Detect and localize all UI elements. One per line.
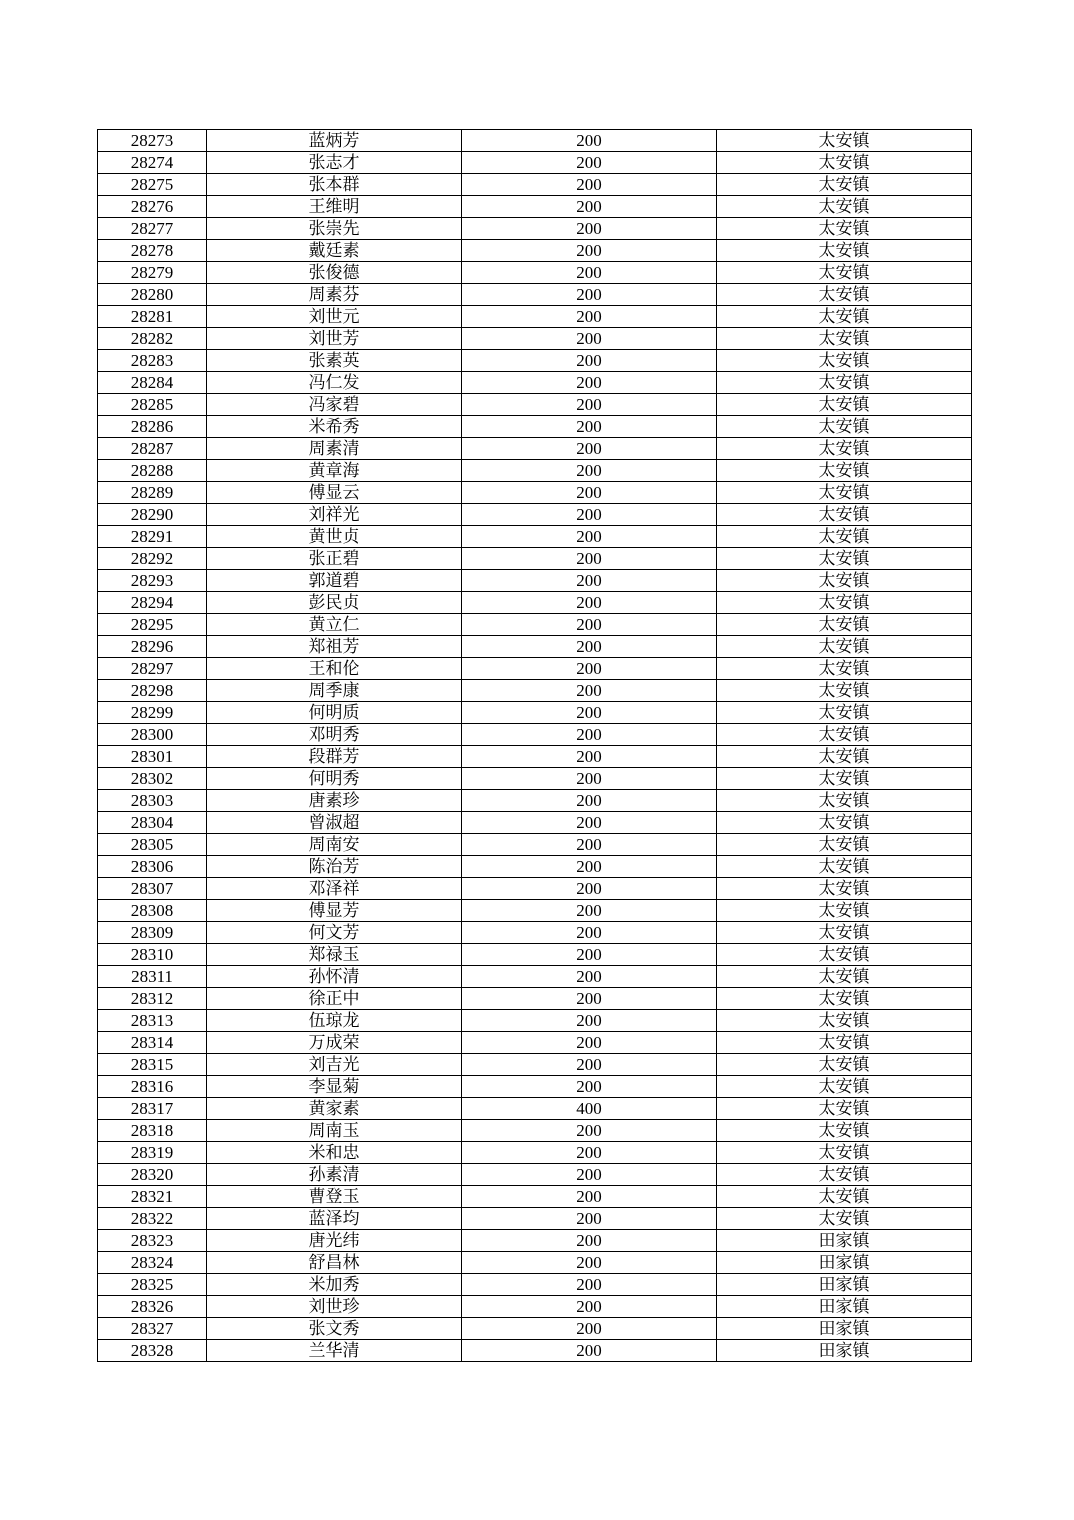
row-number-cell: 28280	[98, 284, 207, 306]
row-number-cell: 28279	[98, 262, 207, 284]
table-row	[98, 1010, 972, 1032]
name-cell: 周素芬	[207, 284, 462, 306]
row-number-cell: 28323	[98, 1230, 207, 1252]
town-cell: 田家镇	[717, 1252, 972, 1274]
amount-cell: 200	[462, 548, 717, 570]
row-number-cell: 28301	[98, 746, 207, 768]
town-cell: 太安镇	[717, 614, 972, 636]
name-cell: 何明质	[207, 702, 462, 724]
amount-cell: 200	[462, 1318, 717, 1340]
table-row	[98, 284, 972, 306]
amount-cell: 200	[462, 1164, 717, 1186]
row-number-cell: 28278	[98, 240, 207, 262]
table-row	[98, 1252, 972, 1274]
amount-cell: 200	[462, 1208, 717, 1230]
amount-cell: 200	[462, 922, 717, 944]
row-number-cell: 28319	[98, 1142, 207, 1164]
town-cell: 太安镇	[717, 328, 972, 350]
table-row	[98, 482, 972, 504]
town-cell: 太安镇	[717, 922, 972, 944]
amount-cell: 200	[462, 240, 717, 262]
amount-cell: 200	[462, 988, 717, 1010]
name-cell: 邓明秀	[207, 724, 462, 746]
name-cell: 万成荣	[207, 1032, 462, 1054]
amount-cell: 200	[462, 438, 717, 460]
amount-cell: 200	[462, 174, 717, 196]
amount-cell: 200	[462, 1142, 717, 1164]
row-number-cell: 28316	[98, 1076, 207, 1098]
table-row	[98, 1340, 972, 1362]
row-number-cell: 28325	[98, 1274, 207, 1296]
name-cell: 蓝泽均	[207, 1208, 462, 1230]
row-number-cell: 28306	[98, 856, 207, 878]
name-cell: 刘吉光	[207, 1054, 462, 1076]
amount-cell: 200	[462, 900, 717, 922]
table-row	[98, 1142, 972, 1164]
town-cell: 太安镇	[717, 526, 972, 548]
town-cell: 太安镇	[717, 416, 972, 438]
name-cell: 傅显云	[207, 482, 462, 504]
name-cell: 彭民贞	[207, 592, 462, 614]
name-cell: 郑禄玉	[207, 944, 462, 966]
row-number-cell: 28300	[98, 724, 207, 746]
amount-cell: 200	[462, 570, 717, 592]
town-cell: 太安镇	[717, 1032, 972, 1054]
name-cell: 黄家素	[207, 1098, 462, 1120]
amount-cell: 200	[462, 878, 717, 900]
amount-cell: 400	[462, 1098, 717, 1120]
town-cell: 太安镇	[717, 680, 972, 702]
town-cell: 太安镇	[717, 1186, 972, 1208]
table-row	[98, 152, 972, 174]
amount-cell: 200	[462, 526, 717, 548]
amount-cell: 200	[462, 460, 717, 482]
table-row	[98, 746, 972, 768]
row-number-cell: 28315	[98, 1054, 207, 1076]
amount-cell: 200	[462, 1252, 717, 1274]
amount-cell: 200	[462, 680, 717, 702]
amount-cell: 200	[462, 1032, 717, 1054]
table-row	[98, 702, 972, 724]
row-number-cell: 28284	[98, 372, 207, 394]
town-cell: 太安镇	[717, 504, 972, 526]
name-cell: 张志才	[207, 152, 462, 174]
town-cell: 太安镇	[717, 746, 972, 768]
amount-cell: 200	[462, 372, 717, 394]
town-cell: 太安镇	[717, 196, 972, 218]
row-number-cell: 28327	[98, 1318, 207, 1340]
name-cell: 黄立仁	[207, 614, 462, 636]
table-row	[98, 1230, 972, 1252]
amount-cell: 200	[462, 1120, 717, 1142]
row-number-cell: 28324	[98, 1252, 207, 1274]
amount-cell: 200	[462, 768, 717, 790]
table-row	[98, 416, 972, 438]
row-number-cell: 28289	[98, 482, 207, 504]
name-cell: 黄章海	[207, 460, 462, 482]
town-cell: 太安镇	[717, 988, 972, 1010]
amount-cell: 200	[462, 394, 717, 416]
row-number-cell: 28304	[98, 812, 207, 834]
table-row	[98, 1296, 972, 1318]
name-cell: 曹登玉	[207, 1186, 462, 1208]
name-cell: 孙怀清	[207, 966, 462, 988]
town-cell: 太安镇	[717, 372, 972, 394]
town-cell: 太安镇	[717, 900, 972, 922]
town-cell: 田家镇	[717, 1230, 972, 1252]
table-row	[98, 614, 972, 636]
town-cell: 太安镇	[717, 944, 972, 966]
row-number-cell: 28328	[98, 1340, 207, 1362]
row-number-cell: 28299	[98, 702, 207, 724]
table-row	[98, 1076, 972, 1098]
name-cell: 蓝炳芳	[207, 130, 462, 152]
name-cell: 兰华清	[207, 1340, 462, 1362]
amount-cell: 200	[462, 1054, 717, 1076]
town-cell: 太安镇	[717, 966, 972, 988]
table-row	[98, 768, 972, 790]
name-cell: 周南安	[207, 834, 462, 856]
table-row	[98, 922, 972, 944]
town-cell: 太安镇	[717, 856, 972, 878]
table-row	[98, 1164, 972, 1186]
table-row	[98, 1186, 972, 1208]
table-row	[98, 262, 972, 284]
amount-cell: 200	[462, 1296, 717, 1318]
table-row	[98, 196, 972, 218]
town-cell: 太安镇	[717, 1076, 972, 1098]
amount-cell: 200	[462, 328, 717, 350]
row-number-cell: 28326	[98, 1296, 207, 1318]
row-number-cell: 28307	[98, 878, 207, 900]
amount-cell: 200	[462, 1274, 717, 1296]
name-cell: 冯仁发	[207, 372, 462, 394]
row-number-cell: 28285	[98, 394, 207, 416]
row-number-cell: 28287	[98, 438, 207, 460]
table-row	[98, 394, 972, 416]
table-row	[98, 900, 972, 922]
town-cell: 太安镇	[717, 130, 972, 152]
name-cell: 刘世元	[207, 306, 462, 328]
amount-cell: 200	[462, 130, 717, 152]
row-number-cell: 28317	[98, 1098, 207, 1120]
town-cell: 太安镇	[717, 812, 972, 834]
row-number-cell: 28303	[98, 790, 207, 812]
name-cell: 周季康	[207, 680, 462, 702]
row-number-cell: 28320	[98, 1164, 207, 1186]
town-cell: 太安镇	[717, 548, 972, 570]
town-cell: 田家镇	[717, 1296, 972, 1318]
name-cell: 郑祖芳	[207, 636, 462, 658]
town-cell: 太安镇	[717, 570, 972, 592]
amount-cell: 200	[462, 306, 717, 328]
town-cell: 太安镇	[717, 1120, 972, 1142]
name-cell: 邓泽祥	[207, 878, 462, 900]
table-row	[98, 130, 972, 152]
row-number-cell: 28305	[98, 834, 207, 856]
table-row	[98, 174, 972, 196]
table-row	[98, 944, 972, 966]
town-cell: 太安镇	[717, 878, 972, 900]
table-row	[98, 636, 972, 658]
town-cell: 太安镇	[717, 482, 972, 504]
name-cell: 张崇先	[207, 218, 462, 240]
row-number-cell: 28318	[98, 1120, 207, 1142]
amount-cell: 200	[462, 724, 717, 746]
row-number-cell: 28291	[98, 526, 207, 548]
amount-cell: 200	[462, 350, 717, 372]
amount-cell: 200	[462, 1340, 717, 1362]
town-cell: 太安镇	[717, 460, 972, 482]
name-cell: 冯家碧	[207, 394, 462, 416]
town-cell: 太安镇	[717, 1010, 972, 1032]
row-number-cell: 28290	[98, 504, 207, 526]
row-number-cell: 28273	[98, 130, 207, 152]
table-row	[98, 966, 972, 988]
row-number-cell: 28294	[98, 592, 207, 614]
amount-cell: 200	[462, 812, 717, 834]
amount-cell: 200	[462, 416, 717, 438]
name-cell: 孙素清	[207, 1164, 462, 1186]
town-cell: 太安镇	[717, 1164, 972, 1186]
name-cell: 周素清	[207, 438, 462, 460]
name-cell: 李显菊	[207, 1076, 462, 1098]
name-cell: 张素英	[207, 350, 462, 372]
table-row	[98, 724, 972, 746]
table-row	[98, 504, 972, 526]
amount-cell: 200	[462, 614, 717, 636]
name-cell: 陈治芳	[207, 856, 462, 878]
name-cell: 刘祥光	[207, 504, 462, 526]
name-cell: 唐光纬	[207, 1230, 462, 1252]
amount-cell: 200	[462, 790, 717, 812]
name-cell: 王和伦	[207, 658, 462, 680]
row-number-cell: 28312	[98, 988, 207, 1010]
town-cell: 太安镇	[717, 394, 972, 416]
table-row	[98, 812, 972, 834]
table-row	[98, 460, 972, 482]
row-number-cell: 28321	[98, 1186, 207, 1208]
amount-cell: 200	[462, 482, 717, 504]
table-row	[98, 1208, 972, 1230]
table-row	[98, 790, 972, 812]
name-cell: 张本群	[207, 174, 462, 196]
town-cell: 太安镇	[717, 240, 972, 262]
table-row	[98, 878, 972, 900]
table-row	[98, 856, 972, 878]
town-cell: 太安镇	[717, 702, 972, 724]
town-cell: 田家镇	[717, 1318, 972, 1340]
table-row	[98, 680, 972, 702]
town-cell: 田家镇	[717, 1274, 972, 1296]
table-row	[98, 372, 972, 394]
row-number-cell: 28276	[98, 196, 207, 218]
amount-cell: 200	[462, 592, 717, 614]
name-cell: 张文秀	[207, 1318, 462, 1340]
table-row	[98, 1032, 972, 1054]
table-row	[98, 592, 972, 614]
town-cell: 太安镇	[717, 636, 972, 658]
row-number-cell: 28313	[98, 1010, 207, 1032]
amount-cell: 200	[462, 966, 717, 988]
table-row	[98, 306, 972, 328]
amount-cell: 200	[462, 284, 717, 306]
name-cell: 米加秀	[207, 1274, 462, 1296]
town-cell: 太安镇	[717, 592, 972, 614]
table-row	[98, 438, 972, 460]
row-number-cell: 28274	[98, 152, 207, 174]
town-cell: 太安镇	[717, 658, 972, 680]
name-cell: 张俊德	[207, 262, 462, 284]
town-cell: 太安镇	[717, 350, 972, 372]
name-cell: 段群芳	[207, 746, 462, 768]
row-number-cell: 28293	[98, 570, 207, 592]
name-cell: 傅显芳	[207, 900, 462, 922]
name-cell: 刘世芳	[207, 328, 462, 350]
row-number-cell: 28309	[98, 922, 207, 944]
row-number-cell: 28308	[98, 900, 207, 922]
town-cell: 田家镇	[717, 1340, 972, 1362]
town-cell: 太安镇	[717, 262, 972, 284]
row-number-cell: 28277	[98, 218, 207, 240]
town-cell: 太安镇	[717, 306, 972, 328]
table-row	[98, 1274, 972, 1296]
table-row	[98, 1318, 972, 1340]
table-row	[98, 328, 972, 350]
amount-cell: 200	[462, 746, 717, 768]
amount-cell: 200	[462, 262, 717, 284]
amount-cell: 200	[462, 196, 717, 218]
town-cell: 太安镇	[717, 218, 972, 240]
name-cell: 王维明	[207, 196, 462, 218]
row-number-cell: 28310	[98, 944, 207, 966]
amount-cell: 200	[462, 504, 717, 526]
name-cell: 何文芳	[207, 922, 462, 944]
name-cell: 黄世贞	[207, 526, 462, 548]
name-cell: 唐素珍	[207, 790, 462, 812]
town-cell: 太安镇	[717, 724, 972, 746]
name-cell: 戴廷素	[207, 240, 462, 262]
table-row	[98, 240, 972, 262]
town-cell: 太安镇	[717, 438, 972, 460]
row-number-cell: 28288	[98, 460, 207, 482]
row-number-cell: 28275	[98, 174, 207, 196]
table-row	[98, 350, 972, 372]
amount-cell: 200	[462, 1230, 717, 1252]
row-number-cell: 28283	[98, 350, 207, 372]
amount-cell: 200	[462, 702, 717, 724]
table-row	[98, 548, 972, 570]
town-cell: 太安镇	[717, 152, 972, 174]
table-row	[98, 834, 972, 856]
table-row	[98, 1098, 972, 1120]
amount-cell: 200	[462, 636, 717, 658]
name-cell: 张正碧	[207, 548, 462, 570]
amount-cell: 200	[462, 218, 717, 240]
name-cell: 郭道碧	[207, 570, 462, 592]
table-row	[98, 1054, 972, 1076]
town-cell: 太安镇	[717, 174, 972, 196]
town-cell: 太安镇	[717, 1054, 972, 1076]
town-cell: 太安镇	[717, 790, 972, 812]
name-cell: 周南玉	[207, 1120, 462, 1142]
row-number-cell: 28322	[98, 1208, 207, 1230]
table-row	[98, 658, 972, 680]
amount-cell: 200	[462, 1010, 717, 1032]
amount-cell: 200	[462, 658, 717, 680]
amount-cell: 200	[462, 1186, 717, 1208]
table-row	[98, 1120, 972, 1142]
town-cell: 太安镇	[717, 1208, 972, 1230]
row-number-cell: 28286	[98, 416, 207, 438]
amount-cell: 200	[462, 944, 717, 966]
row-number-cell: 28297	[98, 658, 207, 680]
town-cell: 太安镇	[717, 768, 972, 790]
name-cell: 刘世珍	[207, 1296, 462, 1318]
row-number-cell: 28281	[98, 306, 207, 328]
row-number-cell: 28292	[98, 548, 207, 570]
amount-cell: 200	[462, 1076, 717, 1098]
name-cell: 米和忠	[207, 1142, 462, 1164]
row-number-cell: 28295	[98, 614, 207, 636]
row-number-cell: 28282	[98, 328, 207, 350]
row-number-cell: 28296	[98, 636, 207, 658]
amount-cell: 200	[462, 834, 717, 856]
table-row	[98, 218, 972, 240]
table-row	[98, 526, 972, 548]
row-number-cell: 28311	[98, 966, 207, 988]
row-number-cell: 28298	[98, 680, 207, 702]
name-cell: 舒昌林	[207, 1252, 462, 1274]
name-cell: 伍琼龙	[207, 1010, 462, 1032]
row-number-cell: 28314	[98, 1032, 207, 1054]
name-cell: 米希秀	[207, 416, 462, 438]
table-row	[98, 570, 972, 592]
name-cell: 何明秀	[207, 768, 462, 790]
row-number-cell: 28302	[98, 768, 207, 790]
name-cell: 曾淑超	[207, 812, 462, 834]
amount-cell: 200	[462, 856, 717, 878]
amount-cell: 200	[462, 152, 717, 174]
table-body	[98, 130, 972, 1362]
town-cell: 太安镇	[717, 284, 972, 306]
table-row	[98, 988, 972, 1010]
town-cell: 太安镇	[717, 834, 972, 856]
town-cell: 太安镇	[717, 1098, 972, 1120]
town-cell: 太安镇	[717, 1142, 972, 1164]
name-cell: 徐正中	[207, 988, 462, 1010]
data-table	[97, 129, 972, 1362]
